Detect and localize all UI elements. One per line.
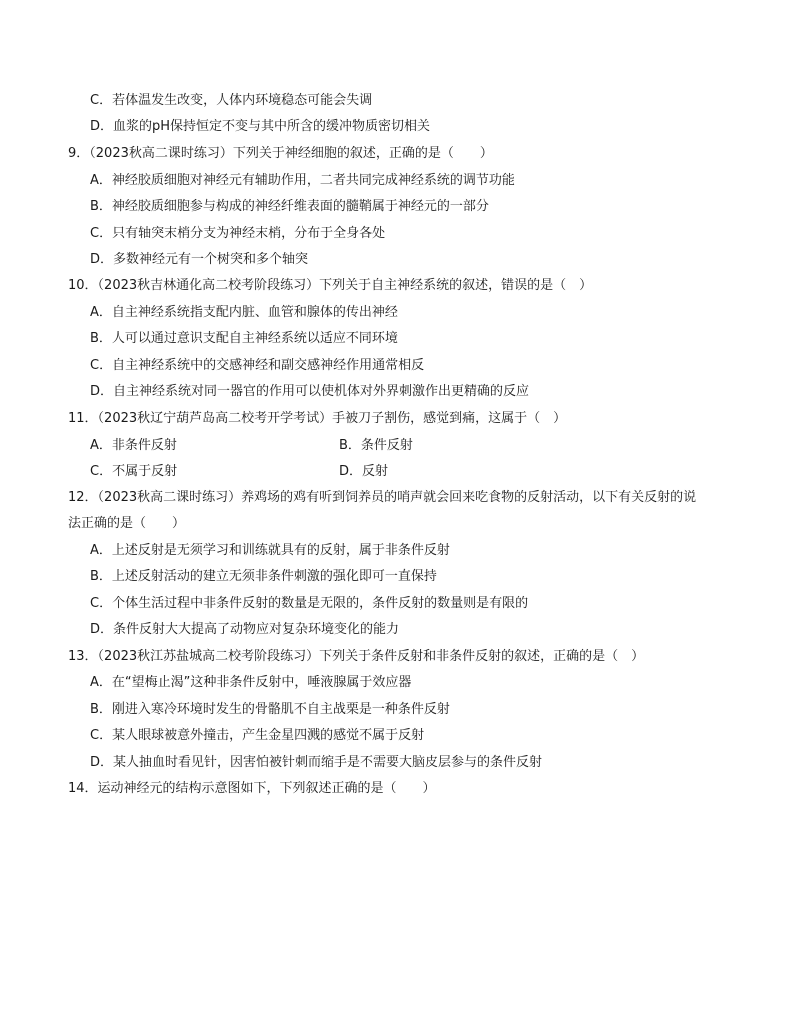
q12-option-c: C．个体生活过程中非条件反射的数量是无限的，条件反射的数量则是有限的	[90, 596, 529, 611]
q11-stem: 11．（2023秋辽宁葫芦岛高二校考开学考试）手被刀子割伤，感觉到痛，这属于（ ）	[68, 411, 567, 426]
q9-option-c: C．只有轴突末梢分支为神经末梢，分布于全身各处	[90, 226, 386, 241]
q13-option-b: B．刚进入寒冷环境时发生的骨骼肌不自主战栗是一种条件反射	[90, 702, 450, 717]
q14-stem: 14．运动神经元的结构示意图如下，下列叙述正确的是（ ）	[68, 781, 436, 796]
q11-option-d: D．反射	[339, 464, 389, 479]
q13-option-d: D．某人抽血时看见针，因害怕被针刺而缩手是不需要大脑皮层参与的条件反射	[90, 755, 543, 770]
q8-option-c: C．若体温发生改变，人体内环境稳态可能会失调	[90, 93, 373, 108]
q10-stem: 10．（2023秋吉林通化高二校考阶段练习）下列关于自主神经系统的叙述，错误的是（ ）	[68, 278, 593, 293]
q9-option-b: B．神经胶质细胞参与构成的神经纤维表面的髓鞘属于神经元的一部分	[90, 199, 489, 214]
q10-option-b: B．人可以通过意识支配自主神经系统以适应不同环境	[90, 331, 398, 346]
q9-option-d: D．多数神经元有一个树突和多个轴突	[90, 252, 309, 267]
q13-stem: 13．（2023秋江苏盐城高二校考阶段练习）下列关于条件反射和非条件反射的叙述，正确的是（ ）	[68, 649, 645, 664]
q12-stem-line1: 12．（2023秋高二课时练习）养鸡场的鸡有听到饲养员的哨声就会回来吃食物的反射活动，以下有关反射的说	[68, 490, 697, 505]
q11-option-b: B．条件反射	[339, 438, 413, 453]
q13-option-c: C．某人眼球被意外撞击，产生金星四溅的感觉不属于反射	[90, 728, 425, 743]
q12-option-d: D．条件反射大大提高了动物应对复杂环境变化的能力	[90, 622, 400, 637]
q10-option-d: D．自主神经系统对同一器官的作用可以使机体对外界刺激作出更精确的反应	[90, 384, 530, 399]
q12-stem-line2: 法正确的是（ ）	[68, 516, 186, 531]
q12-option-b: B．上述反射活动的建立无须非条件刺激的强化即可一直保持	[90, 569, 437, 584]
q11-option-a: A．非条件反射	[90, 438, 177, 453]
q12-option-a: A．上述反射是无须学习和训练就具有的反射，属于非条件反射	[90, 543, 450, 558]
q10-option-c: C．自主神经系统中的交感神经和副交感神经作用通常相反	[90, 358, 425, 373]
q11-option-c: C．不属于反射	[90, 464, 178, 479]
q9-option-a: A．神经胶质细胞对神经元有辅助作用，二者共同完成神经系统的调节功能	[90, 173, 515, 188]
q8-option-d: D．血浆的pH保持恒定不变与其中所含的缓冲物质密切相关	[90, 119, 431, 134]
q13-option-a: A．在“望梅止渴”这种非条件反射中，唾液腺属于效应器	[90, 675, 412, 690]
q9-stem: 9．（2023秋高二课时练习）下列关于神经细胞的叙述，正确的是（ ）	[68, 146, 493, 161]
q10-option-a: A．自主神经系统指支配内脏、血管和腺体的传出神经	[90, 305, 398, 320]
